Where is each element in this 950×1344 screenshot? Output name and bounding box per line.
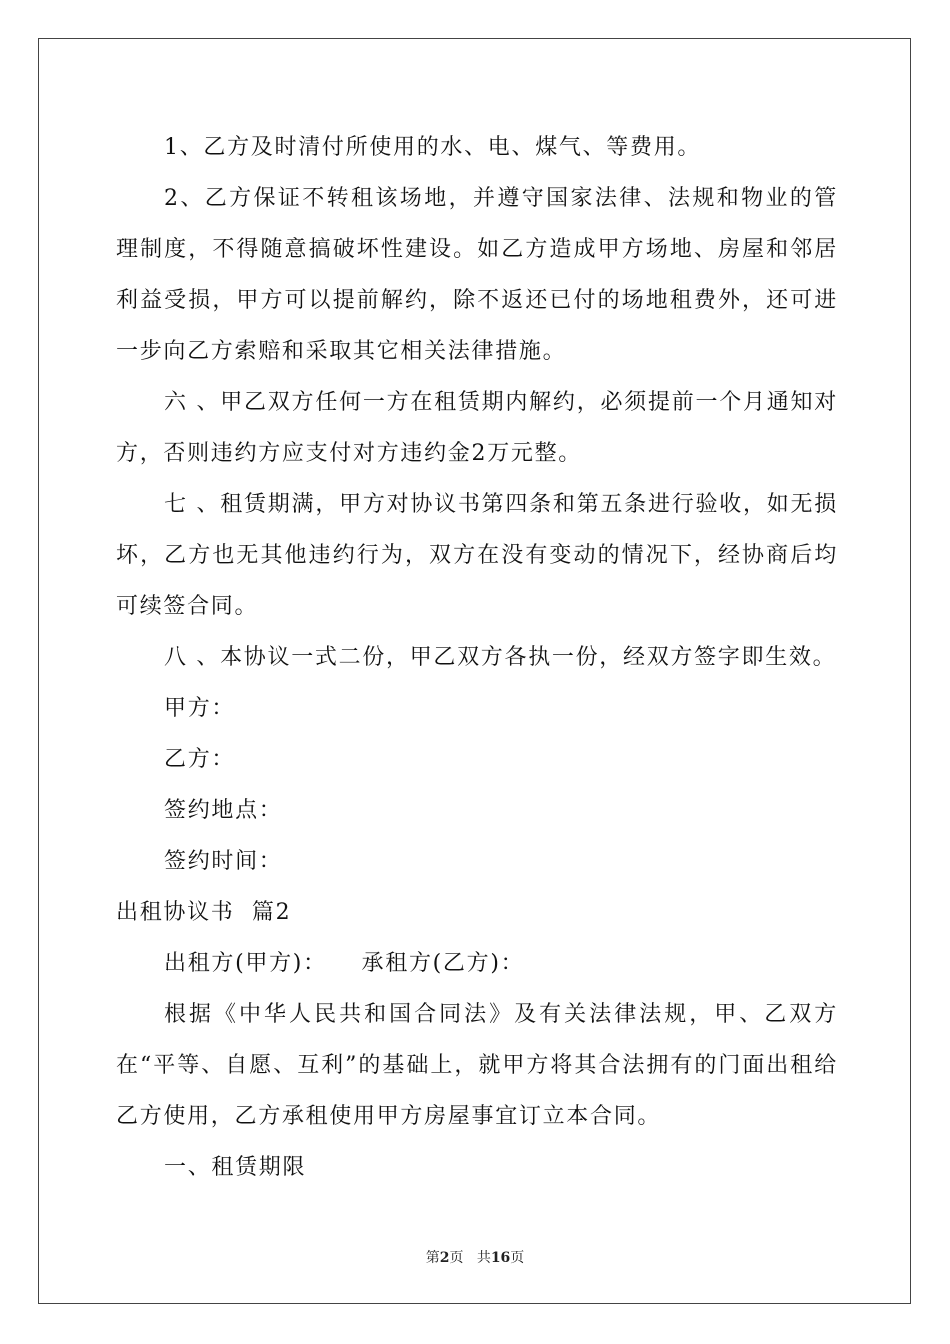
footer-total-pages: 16 — [490, 1250, 511, 1266]
document-body — [116, 122, 838, 1193]
footer-total-prefix: 共 — [476, 1250, 491, 1266]
page-footer — [0, 1247, 950, 1267]
paragraph-utilities: 1、乙方及时清付所使用的水、电、煤气、等费用。 — [164, 135, 702, 160]
parties-line: 出租方(甲方)： 承租方(乙方)： — [164, 951, 525, 976]
paragraph-preamble: 根据《中华人民共和国合同法》及有关法律法规，甲、乙双方在“平等、自愿、互利”的基础上，就甲方将其合法拥有的门面出租给乙方使用，乙方承租使用甲方房屋事宜订立本合同。 — [116, 1002, 838, 1129]
signature-date: 签约时间： — [164, 849, 283, 874]
footer-page-number: 2 — [439, 1250, 450, 1266]
signature-party-a: 甲方： — [164, 696, 236, 721]
paragraph-clause-6: 六 、甲乙双方任何一方在租赁期内解约，必须提前一个月通知对方，否则违约方应支付对方违约金2万元整。 — [116, 390, 838, 466]
paragraph-clause-7: 七 、租赁期满，甲方对协议书第四条和第五条进行验收，如无损坏，乙方也无其他违约行为，双方在没有变动的情况下，经协商后均可续签合同。 — [116, 492, 838, 619]
footer-total-suffix: 页 — [510, 1250, 525, 1266]
paragraph-clause-8: 八 、本协议一式二份，甲乙双方各执一份，经双方签字即生效。 — [164, 645, 837, 670]
paragraph-no-sublease: 2、乙方保证不转租该场地，并遵守国家法律、法规和物业的管理制度，不得随意搞破坏性建设。如乙方造成甲方场地、房屋和邻居利益受损，甲方可以提前解约，除不返还已付的场地租费外，还可进一步向乙方索赔和采取其它相关法律措施。 — [116, 186, 838, 364]
clause-heading-lease-term: 一、租赁期限 — [164, 1155, 307, 1180]
signature-location: 签约地点： — [164, 798, 283, 823]
footer-page-suffix: 页 — [449, 1250, 464, 1266]
signature-party-b: 乙方： — [164, 747, 236, 772]
footer-prefix: 第 — [425, 1250, 440, 1266]
section-heading: 出租协议书 篇2 — [116, 900, 292, 925]
